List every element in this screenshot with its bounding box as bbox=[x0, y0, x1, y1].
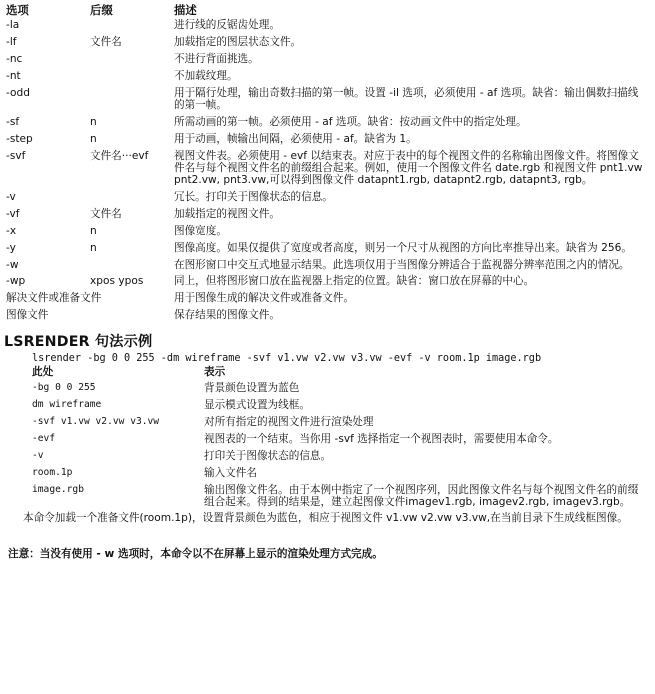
option-cell: -w bbox=[6, 258, 19, 271]
description-cell: 用于动画，帧输出间隔，必须使用 - af。缺省为 1。 bbox=[174, 132, 417, 145]
description-cell: 保存结果的图像文件。 bbox=[174, 309, 280, 322]
description-cell: 所需动画的第一帧。必须使用 - af 选项。缺省：按动画文件中的指定处理。 bbox=[174, 115, 527, 128]
option-cell: -nt bbox=[6, 69, 21, 82]
header-here: 此处 bbox=[32, 366, 54, 379]
option-cell: -lf bbox=[6, 36, 17, 49]
example-meaning: 背景颜色设置为蓝色 bbox=[204, 381, 300, 394]
example-arg: -bg 0 0 255 bbox=[32, 381, 96, 393]
options-table-body bbox=[6, 19, 647, 321]
suffix-cell: 文件名···evf bbox=[90, 149, 149, 162]
header-suffix: 后缀 bbox=[90, 3, 113, 17]
description-cell: 加载指定的视图文件。 bbox=[174, 207, 280, 220]
example-arg: -svf v1.vw v2.vw v3.vw bbox=[32, 415, 160, 427]
description-cell: 用于隔行处理，输出奇数扫描的第一帧。设置 -il 选项，必须使用 - af 选项。缺省：输出偶数扫描线的第一帧。 bbox=[174, 86, 639, 111]
example-arg: image.rgb bbox=[32, 483, 84, 495]
description-cell: 不加载纹理。 bbox=[174, 69, 238, 82]
list-item bbox=[6, 484, 647, 509]
description-cell: 不进行背面挑选。 bbox=[174, 52, 259, 65]
list-item bbox=[6, 467, 647, 480]
command-line: lsrender -bg 0 0 255 -dm wireframe -svf v1.vw v2.vw v3.vw -evf -v room.1p image.rgb bbox=[32, 353, 542, 365]
summary-paragraph: 本命令加载一个准备文件(room.1p)，设置背景颜色为蓝色，相应于视图文件 v1.vw v2.vw v3.vw,在当前目录下生成线框图像。 bbox=[23, 512, 628, 525]
table-row bbox=[6, 309, 647, 321]
example-meaning: 视图表的一个结束。当你用 -svf 选择指定一个视图表时，需要使用本命令。 bbox=[204, 432, 559, 445]
example-table bbox=[6, 366, 647, 509]
option-cell: -y bbox=[6, 241, 16, 254]
header-option: 选项 bbox=[6, 3, 29, 17]
option-cell: -la bbox=[6, 19, 20, 32]
option-cell: 图像文件 bbox=[6, 309, 49, 322]
header-description: 描述 bbox=[174, 3, 197, 17]
table-row bbox=[6, 19, 647, 31]
options-table-header bbox=[6, 4, 647, 16]
option-cell: -sf bbox=[6, 115, 20, 128]
option-cell: -svf bbox=[6, 149, 26, 162]
table-row bbox=[6, 275, 647, 287]
example-meaning: 输出图像文件名。由于本例中指定了一个视图序列，因此图像文件名与每个视图文件名的前缀组合起来。得到的结果是，建立起图像文件imagev1.rgb, imagev2.rgb, imagev3.rgb。 bbox=[204, 483, 639, 509]
option-cell: -wp bbox=[6, 275, 26, 288]
option-cell: -step bbox=[6, 132, 33, 145]
suffix-cell: xpos ypos bbox=[90, 275, 144, 288]
table-row bbox=[6, 87, 647, 111]
description-cell: 视图文件表。必须使用 - evf 以结束表。对应于表中的每个视图文件的名称输出图像文件。将图像文件名与每个视图文件名的前缀组合起来。例如，使用一个图像文件名 date.rgb 和视图文件 pnt1.vw pnt2.vw, pnt3.vw,可以得到图像文件 datapnt1.rgb, datapnt2.rgb, datapnt3, rgb。 bbox=[174, 149, 643, 187]
list-item bbox=[6, 416, 647, 429]
example-meaning: 打印关于图像状态的信息。 bbox=[204, 449, 332, 462]
suffix-cell: 文件名 bbox=[90, 207, 122, 220]
options-table bbox=[6, 4, 647, 321]
description-cell: 图像宽度。 bbox=[174, 224, 227, 237]
table-row bbox=[6, 116, 647, 128]
table-row bbox=[6, 150, 647, 187]
example-meaning: 对所有指定的视图文件进行渲染处理 bbox=[204, 415, 374, 428]
note: 注意：当没有使用 - w 选项时，本命令以不在屏幕上显示的渲染处理方式完成。 bbox=[8, 547, 383, 560]
header-means: 表示 bbox=[204, 366, 226, 379]
section-title: LSRENDER 句法示例 bbox=[4, 334, 153, 351]
option-cell: 解决文件或准备文件 bbox=[6, 292, 102, 305]
list-item bbox=[6, 399, 647, 412]
suffix-cell: n bbox=[90, 241, 97, 254]
table-row bbox=[6, 53, 647, 65]
example-arg: -v bbox=[32, 449, 44, 461]
table-row bbox=[6, 133, 647, 145]
description-cell: 加载指定的图层状态文件。 bbox=[174, 36, 302, 49]
option-cell: -nc bbox=[6, 52, 23, 65]
suffix-cell: n bbox=[90, 115, 97, 128]
table-row bbox=[6, 225, 647, 237]
description-cell: 冗长。打印关于图像状态的信息。 bbox=[174, 190, 333, 203]
option-cell: -v bbox=[6, 190, 16, 203]
table-row bbox=[6, 208, 647, 220]
example-table-body bbox=[6, 382, 647, 509]
example-table-header bbox=[6, 366, 647, 379]
suffix-cell: n bbox=[90, 132, 97, 145]
example-arg: dm wireframe bbox=[32, 398, 102, 410]
table-row bbox=[6, 242, 647, 254]
example-meaning: 输入文件名 bbox=[204, 466, 257, 479]
list-item bbox=[6, 450, 647, 463]
table-row bbox=[6, 36, 647, 48]
list-item bbox=[6, 382, 647, 395]
description-cell: 同上，但将图形窗口放在监视器上指定的位置。缺省：窗口放在屏幕的中心。 bbox=[174, 275, 535, 288]
table-row bbox=[6, 191, 647, 203]
description-cell: 用于图像生成的解决文件或准备文件。 bbox=[174, 292, 355, 305]
list-item bbox=[6, 433, 647, 446]
option-cell: -vf bbox=[6, 207, 20, 220]
table-row bbox=[6, 259, 647, 271]
option-cell: -x bbox=[6, 224, 17, 237]
example-arg: room.1p bbox=[32, 466, 73, 478]
table-row bbox=[6, 70, 647, 82]
example-arg: -evf bbox=[32, 432, 56, 444]
suffix-cell: n bbox=[90, 224, 97, 237]
description-cell: 图像高度。如果仅提供了宽度或者高度，则另一个尺寸从视图的方向比率推导出来。缺省为 256。 bbox=[174, 241, 632, 254]
suffix-cell: 文件名 bbox=[90, 36, 122, 49]
option-cell: -odd bbox=[6, 86, 30, 99]
description-cell: 进行线的反锯齿处理。 bbox=[174, 19, 280, 32]
description-cell: 在图形窗口中交互式地显示结果。此选项仅用于当图像分辨适合于监视器分辨率范围之内的情况。 bbox=[174, 258, 630, 271]
example-meaning: 显示模式设置为线框。 bbox=[204, 398, 310, 411]
table-row bbox=[6, 292, 647, 304]
